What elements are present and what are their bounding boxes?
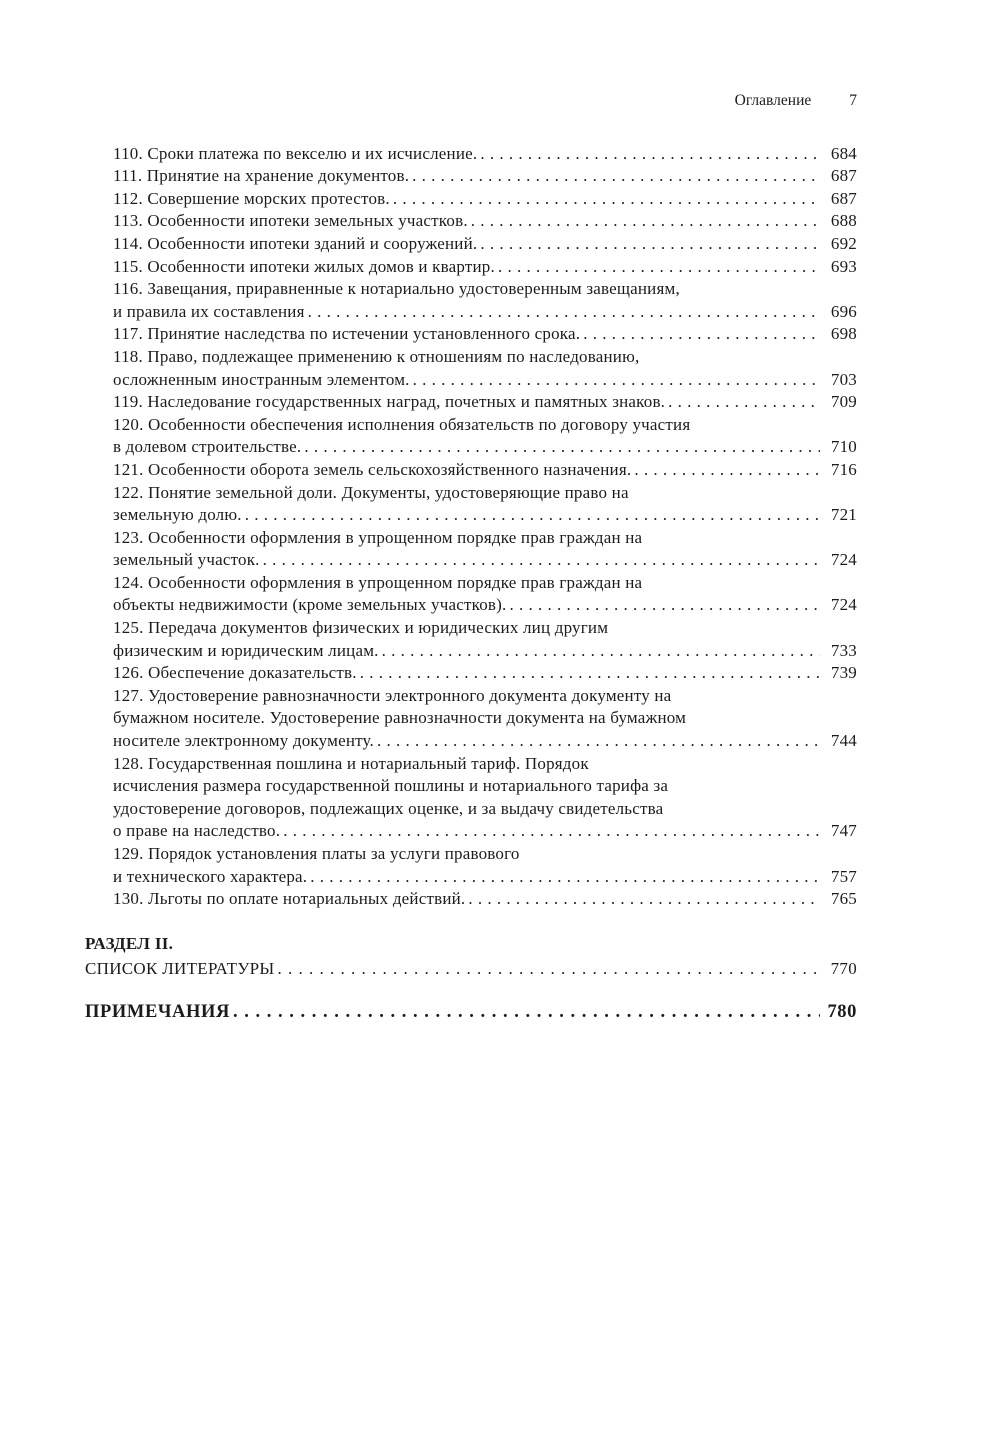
toc-entry-page-number: 765: [830, 889, 857, 909]
toc-entry-last-line: [113, 504, 857, 527]
toc-entry-page-number: 684: [830, 143, 857, 163]
section-notes-page-number: 780: [827, 1001, 857, 1022]
toc-entry-page-number: 739: [830, 663, 857, 683]
toc-entry: [113, 482, 857, 527]
dot-leader: [304, 436, 820, 459]
toc-entry-text: 130. Льготы по оплате нотариальных действий.: [113, 889, 466, 909]
toc-entry-page-number: 716: [830, 459, 857, 479]
toc-entry: [113, 391, 857, 414]
toc-entry-line: [113, 617, 857, 640]
toc-entry-text: 116. Завещания, приравненные к нотариально удостоверенным завещаниям,: [113, 279, 680, 299]
running-head-title: Оглавление: [734, 92, 812, 109]
toc-entry-page-number: 698: [830, 324, 857, 344]
toc-entry-page-number: 692: [830, 233, 857, 253]
toc-entry-text: 110. Сроки платежа по векселю и их исчисление.: [113, 143, 478, 163]
toc-entry: [113, 685, 857, 753]
section-razdel-ii: [85, 933, 857, 956]
toc-entry-text: и правила их составления: [113, 301, 305, 321]
toc-entry: [113, 753, 857, 843]
toc-entry-page-number: 688: [830, 211, 857, 231]
toc-entry-text: о праве на наследство.: [113, 821, 281, 841]
toc-entry-text: 128. Государственная пошлина и нотариальный тариф. Порядок: [113, 753, 589, 773]
toc-entry: [113, 165, 857, 188]
toc-entry-last-line: [113, 549, 857, 572]
toc-entry: [113, 617, 857, 662]
dot-leader: [413, 369, 820, 392]
dot-leader: [668, 391, 820, 414]
toc-entry-page-number: 757: [830, 866, 857, 886]
toc-entry-text: исчисления размера государственной пошлины и нотариального тарифа за: [113, 776, 669, 796]
toc-entries-list: [113, 143, 857, 911]
toc-entry-last-line: [113, 730, 857, 753]
toc-entry: [113, 459, 857, 482]
dot-leader: [278, 958, 820, 981]
toc-entry-text: земельный участок.: [113, 550, 260, 570]
toc-entry-text: 114. Особенности ипотеки зданий и сооружений.: [113, 233, 478, 253]
toc-entry-text: 120. Особенности обеспечения исполнения обязательств по договору участия: [113, 414, 691, 434]
toc-entry-last-line: [113, 640, 857, 663]
toc-entry: [113, 256, 857, 279]
toc-entry-last-line: [113, 888, 857, 911]
toc-entry-last-line: [113, 143, 857, 166]
dot-leader: [263, 549, 820, 572]
toc-entry-line: [113, 775, 857, 798]
dot-leader: [509, 594, 820, 617]
section-razdel-ii-title: РАЗДЕЛ II.: [85, 933, 174, 953]
toc-entry-line: [113, 798, 857, 821]
dot-leader: [245, 504, 820, 527]
toc-entry-page-number: 744: [830, 731, 857, 751]
toc-entry-text: 113. Особенности ипотеки земельных участков.: [113, 211, 468, 231]
toc-entry: [113, 143, 857, 166]
dot-leader: [471, 210, 820, 233]
toc-entry-last-line: [113, 459, 857, 482]
toc-entry-text: 124. Особенности оформления в упрощенном порядке прав граждан на: [113, 572, 643, 592]
toc-entry-last-line: [113, 165, 857, 188]
dot-leader: [377, 730, 820, 753]
dot-leader: [308, 301, 820, 324]
toc-entry: [113, 278, 857, 323]
dot-leader: [283, 820, 820, 843]
toc-entry-text: бумажном носителе. Удостоверение равнозначности документа на бумажном: [113, 708, 687, 728]
toc-entry: [113, 888, 857, 911]
toc-entry-last-line: [113, 436, 857, 459]
toc-entry-page-number: 687: [830, 188, 857, 208]
toc-entry-page-number: 747: [830, 821, 857, 841]
dot-leader: [498, 256, 820, 279]
dot-leader: [382, 640, 820, 663]
toc-entry-text: 122. Понятие земельной доли. Документы, удостоверяющие право на: [113, 482, 629, 502]
toc-entry: [113, 662, 857, 685]
toc-sections: [85, 933, 857, 1024]
toc-entry-page-number: 696: [830, 301, 857, 321]
toc-entry-text: 125. Передача документов физических и юридических лиц другим: [113, 618, 609, 638]
toc-entry-last-line: [113, 594, 857, 617]
toc-entry-page-number: 721: [830, 505, 857, 525]
toc-entry-text: 129. Порядок установления платы за услуги правового: [113, 844, 520, 863]
dot-leader: [310, 866, 820, 889]
toc-entry: [113, 233, 857, 256]
toc-entry-text: удостоверение договоров, подлежащих оценке, и за выдачу свидетельства: [113, 798, 664, 818]
toc-entry-page-number: 687: [830, 166, 857, 186]
toc-entry-last-line: [113, 662, 857, 685]
toc-entry-line: [113, 572, 857, 595]
toc-entry-page-number: 703: [830, 369, 857, 389]
dot-leader: [233, 1001, 820, 1024]
section-literature: [85, 958, 857, 981]
running-head-page-number: 7: [849, 92, 857, 109]
toc-entry-line: [113, 843, 857, 866]
section-literature-page-number: 770: [830, 959, 857, 979]
dot-leader: [583, 323, 820, 346]
toc-entry: [113, 323, 857, 346]
toc-entry-text: 121. Особенности оборота земель сельскохозяйственного назначения.: [113, 459, 632, 479]
toc-entry-last-line: [113, 233, 857, 256]
toc-entry-page-number: 724: [830, 550, 857, 570]
section-notes-title: ПРИМЕЧАНИЯ: [85, 1001, 230, 1022]
toc-entry-text: осложненным иностранным элементом.: [113, 369, 410, 389]
toc-entry-last-line: [113, 820, 857, 843]
toc-entry: [113, 414, 857, 459]
toc-entry: [113, 346, 857, 391]
toc-entry: [113, 572, 857, 617]
toc-entry-line: [113, 278, 857, 301]
toc-entry-last-line: [113, 369, 857, 392]
toc-entry-text: 115. Особенности ипотеки жилых домов и квартир.: [113, 256, 495, 276]
toc-entry-text: в долевом строительстве.: [113, 437, 302, 457]
dot-leader: [468, 888, 820, 911]
dot-leader: [480, 143, 820, 166]
toc-entry-line: [113, 707, 857, 730]
toc-entry-text: земельную долю.: [113, 505, 242, 525]
toc-entry-page-number: 733: [830, 640, 857, 660]
toc-entry-text: 123. Особенности оформления в упрощенном порядке прав граждан на: [113, 527, 643, 547]
toc-entry-text: физическим и юридическим лицам.: [113, 640, 379, 660]
toc-entry-text: 111. Принятие на хранение документов.: [113, 166, 410, 186]
dot-leader: [393, 188, 820, 211]
toc-entry-text: носителе электронному документу.: [113, 731, 374, 751]
dot-leader: [412, 165, 820, 188]
toc-entry-last-line: [113, 323, 857, 346]
dot-leader: [360, 662, 820, 685]
toc-entry-line: [113, 414, 857, 437]
toc-entry-text: 117. Принятие наследства по истечении установленного срока.: [113, 324, 581, 344]
toc-entry-page-number: 710: [830, 437, 857, 457]
toc-entry-text: 126. Обеспечение доказательств.: [113, 663, 357, 683]
toc-entry-last-line: [113, 188, 857, 211]
toc-entry-text: объекты недвижимости (кроме земельных участков).: [113, 595, 507, 615]
toc-entry-page-number: 709: [830, 392, 857, 412]
toc-entry: [113, 527, 857, 572]
toc-entry-line: [113, 482, 857, 505]
toc-entry: [113, 210, 857, 233]
toc-entry-page-number: 693: [830, 256, 857, 276]
toc-entry-last-line: [113, 301, 857, 324]
toc-entry-last-line: [113, 256, 857, 279]
dot-leader: [634, 459, 820, 482]
section-literature-title: СПИСОК ЛИТЕРАТУРЫ: [85, 959, 275, 979]
toc-entry-last-line: [113, 391, 857, 414]
toc-entry-page-number: 724: [830, 595, 857, 615]
toc-entry-line: [113, 753, 857, 776]
toc-entry-last-line: [113, 866, 857, 889]
section-notes: [85, 1001, 857, 1024]
running-head: [85, 90, 857, 113]
toc-entry-text: 127. Удостоверение равнозначности электронного документа документу на: [113, 685, 672, 705]
toc-entry-text: 119. Наследование государственных наград, почетных и памятных знаков.: [113, 392, 666, 412]
toc-entry-line: [113, 685, 857, 708]
dot-leader: [480, 233, 820, 256]
toc-entry-line: [113, 346, 857, 369]
toc-entry-text: и технического характера.: [113, 866, 308, 886]
toc-entry-text: 112. Совершение морских протестов.: [113, 188, 390, 208]
toc-entry-text: 118. Право, подлежащее применению к отношениям по наследованию,: [113, 346, 640, 366]
toc-entry: [113, 843, 857, 888]
toc-entry: [113, 188, 857, 211]
toc-entry-last-line: [113, 210, 857, 233]
toc-entry-line: [113, 527, 857, 550]
